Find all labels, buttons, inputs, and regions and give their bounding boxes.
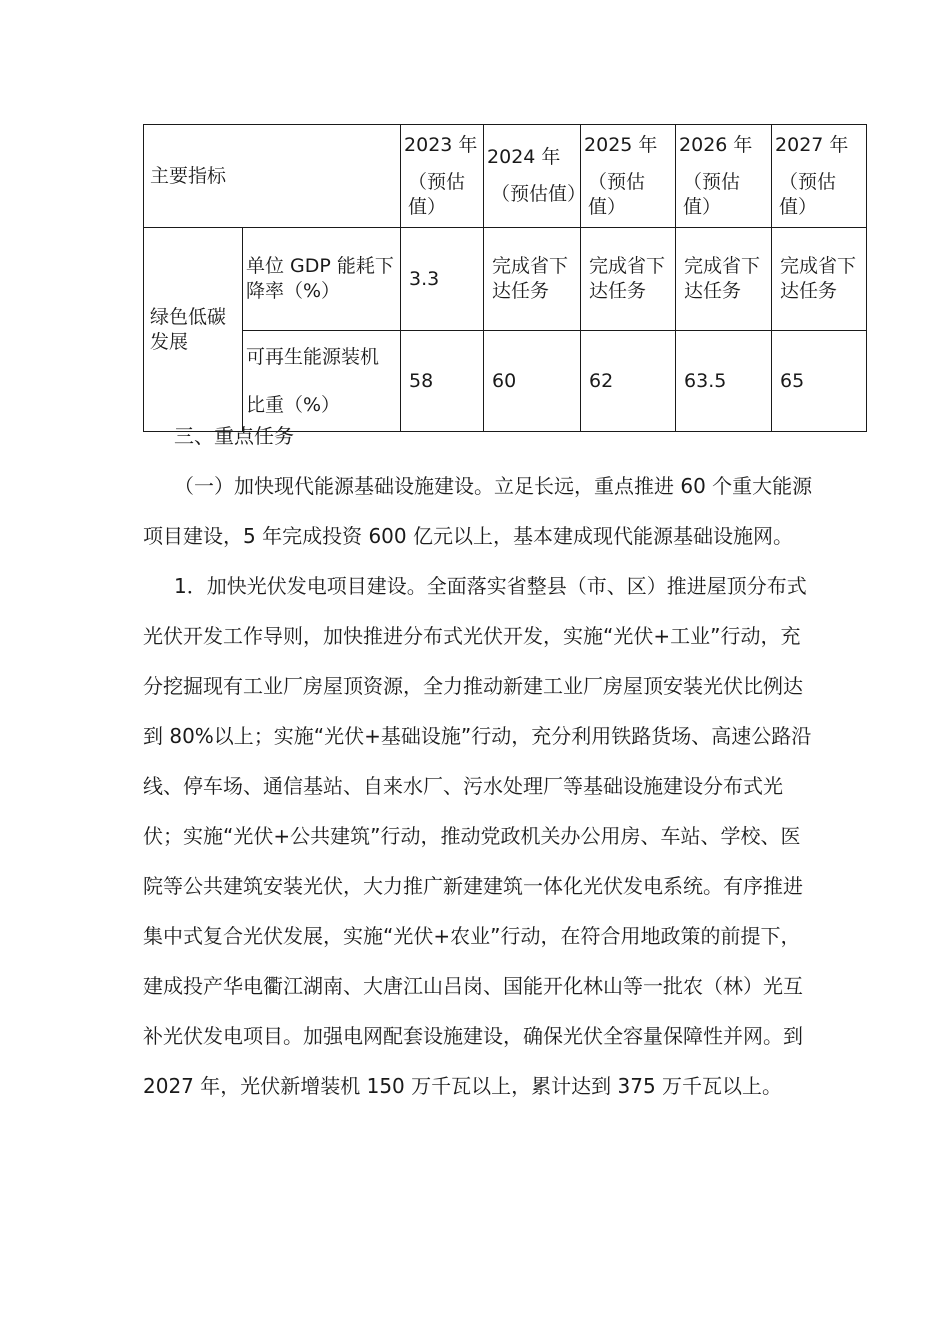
document-body (143, 411, 815, 1111)
value-cell: 60 (484, 331, 581, 432)
table-row (144, 228, 867, 331)
year-label: 2026 年 (679, 133, 753, 156)
value-cell: 58 (401, 331, 484, 432)
paragraph: （一）加快现代能源基础设施建设。立足长远，重点推进 60 个重大能源项目建设，5 年完成投资 600 亿元以上，基本建成现代能源基础设施网。 (143, 474, 813, 548)
value-cell: 65 (772, 331, 867, 432)
header-label-cell (144, 125, 401, 228)
year-note: （预估值） (408, 170, 466, 218)
year-header-cell (772, 125, 867, 228)
year-note: （预估值） (683, 170, 741, 218)
value-cell: 63.5 (676, 331, 772, 432)
indicators-table (143, 124, 867, 432)
year-label: 2027 年 (775, 133, 849, 156)
value-cell: 完成省下达任务 (581, 228, 676, 331)
paragraph: 1．加快光伏发电项目建设。全面落实省整县（市、区）推进屋顶分布式光伏开发工作导则，加快推进分布式光伏开发，实施“光伏+工业”行动，充分挖掘现有工业厂房屋顶资源，全力推动新建工业厂房屋顶安装光伏比例达到 80%以上；实施“光伏+基础设施”行动，充分利用铁路货场、高速公路沿线、停车场、通信基站、自来水厂、污水处理厂等基础设施建设分布式光伏；实施“光伏+公共建筑”行动，推动党政机关办公用房、车站、学校、医院等公共建筑安装光伏，大力推广新建建筑一体化光伏发电系统。有序推进集中式复合光伏发展，实施“光伏+农业”行动，在符合用地政策的前提下，建成投产华电衢江湖南、大唐江山吕岗、国能开化林山等一批农（林）光互补光伏发电项目。加强电网配套设施建设，确保光伏全容量保障性并网。到 2027 年，光伏新增装机 150 万千瓦以上，累计达到 375 万千瓦以上。 (143, 574, 812, 1098)
year-label: 2025 年 (584, 133, 658, 156)
section-heading: 三、重点任务 (174, 424, 294, 448)
value-cell: 3.3 (401, 228, 484, 331)
year-note: （预估值） (491, 183, 587, 205)
table-header-row (144, 125, 867, 228)
value-cell: 完成省下达任务 (676, 228, 772, 331)
category-cell: 绿色低碳发展 (144, 228, 243, 432)
year-note: （预估值） (588, 170, 646, 218)
year-label: 2023 年 (404, 133, 478, 156)
year-header-cell (484, 125, 587, 228)
value-cell: 完成省下达任务 (772, 228, 867, 331)
indicator-cell: 可再生能源装机比重（%） (243, 331, 401, 432)
indicator-cell: 单位 GDP 能耗下降率（%） (243, 228, 401, 331)
year-header-cell (581, 125, 676, 228)
year-note: （预估值） (779, 170, 837, 218)
year-header-cell (401, 125, 484, 228)
value-cell: 62 (581, 331, 676, 432)
value-cell: 完成省下达任务 (484, 228, 581, 331)
header-label: 主要指标 (150, 164, 227, 187)
year-label: 2024 年 (487, 146, 561, 168)
year-header-cell (676, 125, 772, 228)
